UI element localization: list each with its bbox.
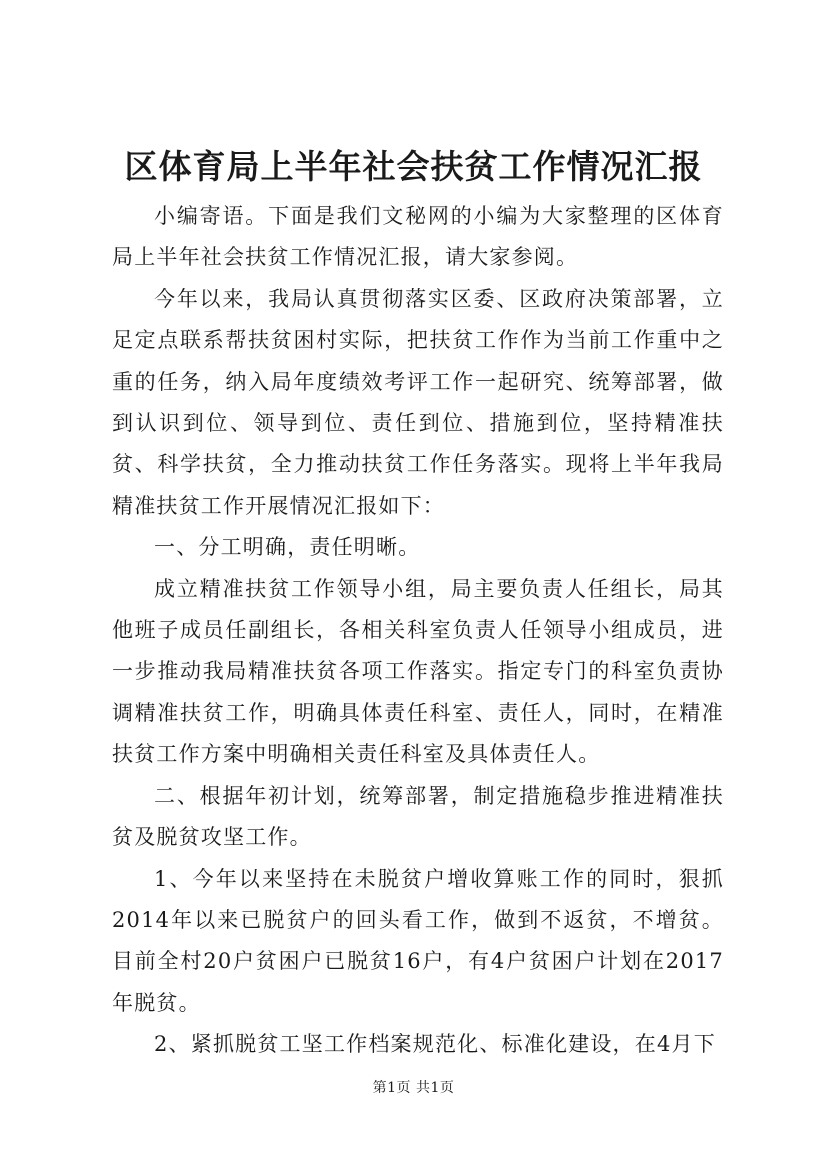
section-heading-1: 一、分工明确，责任明晰。 [154, 535, 421, 560]
intro-paragraph: 小编寄语。下面是我们文秘网的小编为大家整理的区体育局上半年社会扶贫工作情况汇报，请大家参阅。 [112, 204, 724, 270]
page-footer: 第1页 共1页 [372, 1080, 455, 1096]
item-1-paragraph: 1、今年以来坚持在未脱贫户增收算账工作的同时，狠抓2014年以来已脱贫户的回头看工作，做到不返贫，不增贫。目前全村20户贫困户已脱贫16户，有4户贫困户计划在2017年脱贫。 [112, 866, 724, 1015]
overview-paragraph: 今年以来，我局认真贯彻落实区委、区政府决策部署，立足定点联系帮扶贫困村实际，把扶贫工作作为当前工作重中之重的任务，纳入局年度绩效考评工作一起研究、统筹部署，做到认识到位、领导到位、责任到位、措施到位，坚持精准扶贫、科学扶贫，全力推动扶贫工作任务落实。现将上半年我局精准扶贫工作开展情况汇报如下： [112, 286, 724, 518]
document-body [112, 196, 724, 1066]
section-heading-2: 二、根据年初计划，统筹部署，制定措施稳步推进精准扶贫及脱贫攻坚工作。 [112, 783, 724, 850]
item-2-paragraph: 2、紧抓脱贫工坚工作档案规范化、标准化建设，在4月下 [154, 1032, 716, 1057]
section-1-paragraph: 成立精准扶贫工作领导小组，局主要负责人任组长，局其他班子成员任副组长，各相关科室负责人任领导小组成员，进一步推动我局精准扶贫各项工作落实。指定专门的科室负责协调精准扶贫工作，明确具体责任科室、责任人，同时，在精准扶贫工作方案中明确相关责任科室及具体责任人。 [112, 576, 724, 767]
document-title: 区体育局上半年社会扶贫工作情况汇报 [124, 147, 703, 186]
